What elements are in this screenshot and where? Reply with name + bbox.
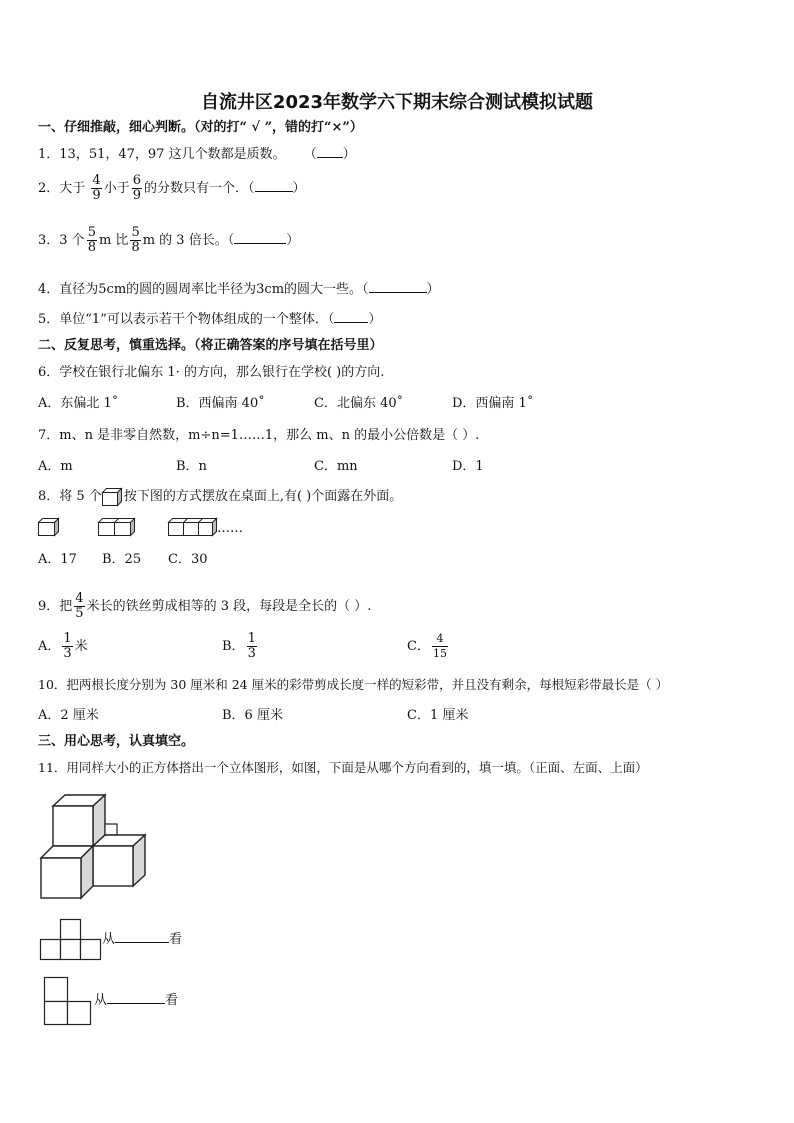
view-1-prefix: 从 xyxy=(102,932,116,947)
three-cubes-figure xyxy=(168,518,218,536)
fraction-denominator: 9 xyxy=(132,188,141,203)
q4-paren-right: ） xyxy=(426,282,440,297)
question-7: 7．m、n 是非零自然数，m÷n=1……1，那么 m、n 的最小公倍数是（ ）. xyxy=(38,428,480,443)
q6-option-d[interactable]: D．西偏南 1˚ xyxy=(452,396,534,411)
q6-option-a[interactable]: A．东偏北 1˚ xyxy=(38,396,119,411)
q10-option-b[interactable]: B．6 厘米 xyxy=(222,708,283,723)
q9-option-b[interactable] xyxy=(222,632,259,661)
q8-text-a: 8．将 5 个 xyxy=(38,489,102,504)
fraction-denominator: 5 xyxy=(75,606,84,621)
view-2-grid xyxy=(43,976,91,1026)
q8-text-b: 按下图的方式摆放在桌面上,有( )个面露在外面。 xyxy=(123,489,403,504)
fraction-4-15 xyxy=(432,632,448,661)
page-title: 自流井区2023年数学六下期末综合测试模拟试题 xyxy=(200,92,594,113)
question-9 xyxy=(38,592,371,621)
question-1 xyxy=(38,147,356,163)
q1-answer-blank[interactable] xyxy=(317,157,343,158)
view-2-label xyxy=(94,993,178,1009)
q8-option-a[interactable]: A．17 xyxy=(38,552,77,567)
view-2-suffix: 看 xyxy=(165,993,179,1008)
q7-option-c[interactable]: C．mn xyxy=(314,459,358,474)
fraction-numerator: 4 xyxy=(75,591,84,606)
view-1-label xyxy=(102,932,182,948)
fraction-denominator: 8 xyxy=(131,240,140,255)
fraction-denominator: 15 xyxy=(432,647,447,660)
q4-text: 4．直径为5cm的圆的圆周率比半径为3cm的圆大一些。（ xyxy=(38,282,369,297)
fraction-numerator: 5 xyxy=(87,225,96,240)
option-label: C． xyxy=(407,639,430,654)
q4-answer-blank[interactable] xyxy=(369,292,427,293)
fraction-1-3 xyxy=(62,632,72,661)
q3-paren-right: ） xyxy=(286,233,300,248)
fraction-4-9 xyxy=(91,174,101,203)
q6-option-b[interactable]: B．西偏南 40˚ xyxy=(176,396,265,411)
fraction-6-9 xyxy=(132,174,142,203)
fraction-numerator: 4 xyxy=(92,173,101,188)
q9-text-b: 米长的铁丝剪成相等的 3 段，每段是全长的（ ）. xyxy=(86,599,372,614)
question-6: 6．学校在银行北偏东 1· 的方向，那么银行在学校( )的方向. xyxy=(38,365,385,380)
section-2-heading: 二、反复思考，慎重选择。（将正确答案的序号填在括号里） xyxy=(38,338,383,353)
cube-arrangement-figure xyxy=(38,794,148,900)
view-1-grid xyxy=(40,918,102,960)
option-label: A． xyxy=(38,639,61,654)
fraction-numerator: 6 xyxy=(132,173,141,188)
question-11: 11．用同样大小的正方体搭出一个立体图形，如图，下面是从哪个方向看到的，填一填。（正面、左面、上面） xyxy=(38,760,648,775)
q10-option-c[interactable]: C．1 厘米 xyxy=(407,708,469,723)
q9-text-a: 9．把 xyxy=(38,599,73,614)
q10-option-a[interactable]: A．2 厘米 xyxy=(38,708,99,723)
q8-option-b[interactable]: B．25 xyxy=(102,552,142,567)
view-1-answer-blank[interactable] xyxy=(115,942,169,943)
view-1-suffix: 看 xyxy=(169,932,183,947)
fraction-1-3 xyxy=(247,632,257,661)
q3-text-a: 3．3 个 xyxy=(38,233,85,248)
fraction-denominator: 3 xyxy=(247,646,256,661)
fraction-denominator: 9 xyxy=(92,188,101,203)
fraction-numerator: 1 xyxy=(247,631,256,646)
q1-text: 1．13，51，47，97 这几个数都是质数。 xyxy=(38,147,286,162)
q3-answer-blank[interactable] xyxy=(234,243,286,244)
q1-paren-right: ） xyxy=(342,147,356,162)
q2-text-c: 的分数只有一个．（ xyxy=(144,181,255,196)
question-3 xyxy=(38,226,299,255)
section-1-heading: 一、仔细推敲，细心判断。（对的打“ √ ”，错的打“×”） xyxy=(38,120,363,135)
question-5 xyxy=(38,312,381,328)
q7-option-b[interactable]: B．n xyxy=(176,459,207,474)
option-label: B． xyxy=(222,639,245,654)
q6-option-c[interactable]: C．北偏东 40˚ xyxy=(314,396,404,411)
q3-text-c: m 的 3 倍长。（ xyxy=(142,233,235,248)
view-2-answer-blank[interactable] xyxy=(107,1003,165,1004)
q7-option-d[interactable]: D．1 xyxy=(452,459,484,474)
q2-paren-right: ） xyxy=(292,181,306,196)
q2-answer-blank[interactable] xyxy=(255,191,293,192)
q9-option-c[interactable] xyxy=(407,632,450,661)
q5-answer-blank[interactable] xyxy=(334,322,368,323)
q1-paren-left: （ xyxy=(303,147,317,162)
q2-text-a: 2．大于 xyxy=(38,181,86,196)
one-cube-figure xyxy=(38,518,60,536)
fraction-5-8 xyxy=(87,226,97,255)
fraction-numerator: 1 xyxy=(63,631,72,646)
small-cube-icon xyxy=(102,488,122,506)
section-3-heading: 三、用心思考，认真填空。 xyxy=(38,734,195,749)
q5-paren-right: ） xyxy=(368,312,382,327)
option-unit: 米 xyxy=(74,639,88,654)
q9-option-a[interactable] xyxy=(38,632,88,661)
q3-text-b: m 比 xyxy=(98,233,129,248)
q8-ellipsis: …… xyxy=(217,521,243,536)
fraction-5-8 xyxy=(130,226,140,255)
question-10: 10．把两根长度分别为 30 厘米和 24 厘米的彩带剪成长度一样的短彩带，并且没有剩余，每根短彩带最长是（ ） xyxy=(38,677,669,692)
fraction-numerator: 5 xyxy=(131,225,140,240)
question-8 xyxy=(38,489,402,505)
fraction-denominator: 8 xyxy=(87,240,96,255)
q5-text: 5．单位“1”可以表示若干个物体组成的一个整体．（ xyxy=(38,312,335,327)
fraction-denominator: 3 xyxy=(63,646,72,661)
question-2 xyxy=(38,174,306,203)
question-4 xyxy=(38,282,440,298)
view-2-prefix: 从 xyxy=(94,993,108,1008)
two-cubes-figure xyxy=(98,518,136,536)
q2-text-b: 小于 xyxy=(103,181,130,196)
q8-option-c[interactable]: C．30 xyxy=(168,552,208,567)
fraction-numerator: 4 xyxy=(432,632,448,647)
q7-option-a[interactable]: A．m xyxy=(38,459,73,474)
fraction-4-5 xyxy=(74,592,84,621)
